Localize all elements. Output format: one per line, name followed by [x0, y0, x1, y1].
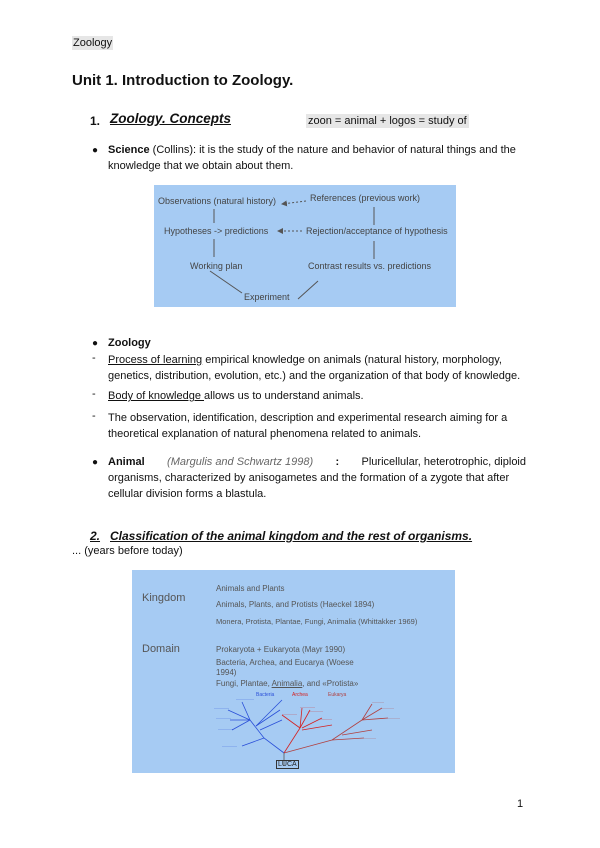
animal-line2: organisms, characterized by anisogametes and the formation of a zygote that after	[108, 472, 510, 484]
luca-label: LUCA	[278, 761, 297, 768]
working-plan-node: Working plan	[190, 261, 243, 271]
dash-marker: -	[92, 410, 96, 422]
science-definition	[108, 142, 526, 174]
zoology-term-text: Zoology	[108, 337, 151, 349]
zoology-item-3	[108, 410, 526, 442]
domain-line-2: Bacteria, Archea, and Eucarya (Woese	[216, 658, 354, 667]
scientific-method-diagram	[154, 185, 456, 307]
archea-leaf: —————	[300, 705, 315, 709]
observations-node: Observations (natural history)	[158, 196, 277, 206]
references-node: References (previous work)	[310, 193, 421, 203]
animal-definition	[108, 454, 526, 502]
eukarya-leaf: ————	[364, 736, 376, 740]
archea-leaf-labels	[282, 705, 332, 721]
rejection-node: Rejection/acceptance of hypothesis	[306, 226, 448, 236]
bacteria-leaf: ——————	[236, 697, 254, 701]
animalia-highlight: Animalia	[271, 679, 303, 688]
zoology-item2-rest: allows us to understand animals.	[204, 390, 364, 402]
animal-line3: cellular division forms a blastula.	[108, 488, 267, 500]
section-1-number: 1.	[90, 114, 101, 128]
bullet-icon: ●	[92, 457, 99, 468]
section-2-subtitle: ... (years before today)	[72, 545, 183, 557]
science-term: Science	[108, 144, 150, 156]
zoology-item-2	[108, 388, 526, 404]
archea-leaf: —————	[282, 712, 297, 716]
domain-line-4: Fungi, Plantae, Animalia, and «Protista»	[216, 679, 359, 688]
zoology-item1-line2: genetics, distribution, evolution, etc.) and the organization of that body of knowledge.	[108, 370, 521, 382]
domain-label: Domain	[142, 643, 180, 655]
dash-marker: -	[92, 352, 96, 364]
archea-leaf: —————	[308, 709, 323, 713]
body-of-knowledge: Body of knowledge	[108, 390, 205, 402]
eukarya-leaf-labels	[364, 700, 400, 740]
zoology-item3-line1: The observation, identification, description and experimental research aiming for a	[108, 412, 508, 424]
science-def-line2: knowledge that we obtain about them.	[108, 160, 294, 172]
zoology-item-1	[108, 352, 526, 384]
section-1-title: Zoology. Concepts	[110, 111, 231, 126]
bacteria-leaf: —————	[216, 716, 231, 720]
zoology-term	[108, 335, 151, 351]
experiment-node: Experiment	[244, 292, 290, 302]
bacteria-leaf-labels	[214, 697, 254, 748]
bacteria-leaf: —————	[218, 727, 233, 731]
process-of-learning: Process of learning	[108, 354, 203, 366]
animal-term: Animal	[108, 456, 145, 468]
eukarya-leaf: ————	[382, 706, 394, 710]
dash-marker: -	[92, 388, 96, 400]
zoology-item3-line2: theoretical explanation of natural phenomena related to animals.	[108, 428, 422, 440]
bacteria-label: Bacteria	[256, 692, 275, 698]
science-def-line1: : it is the study of the nature and behavior of natural things and the	[193, 144, 516, 156]
hypotheses-node: Hypotheses -> predictions	[164, 226, 269, 236]
archea-label: Archea	[292, 692, 308, 698]
page-title: Unit 1. Introduction to Zoology.	[72, 72, 294, 89]
eukarya-leaf: ————	[388, 716, 400, 720]
zoology-item1-line1: empirical knowledge on animals (natural history, morphology,	[202, 354, 502, 366]
kingdom-label: Kingdom	[142, 592, 186, 604]
domain-line-3: 1994)	[216, 668, 237, 677]
animal-line1: Pluricellular, heterotrophic, diploid	[361, 456, 526, 468]
eukarya-label: Eukarya	[328, 692, 347, 698]
domain-line-1: Prokaryota + Eukaryota (Mayr 1990)	[216, 645, 346, 654]
kingdom-line-3: Monera, Protista, Plantae, Fungi, Animalia (Whittakker 1969)	[216, 617, 418, 626]
animal-source: (Margulis and Schwartz 1998)	[167, 456, 314, 468]
contrast-node: Contrast results vs. predictions	[308, 261, 432, 271]
kingdom-line-1: Animals and Plants	[216, 584, 285, 593]
bullet-icon: ●	[92, 338, 99, 349]
kingdom-line-2: Animals, Plants, and Protists (Haeckel 1894)	[216, 600, 375, 609]
archea-leaf: ————	[320, 717, 332, 721]
bacteria-leaf: —————	[222, 744, 237, 748]
bullet-icon: ●	[92, 145, 99, 156]
section-2-number: 2.	[90, 529, 101, 543]
phylogenetic-tree	[132, 570, 455, 773]
science-source: (Collins)	[149, 144, 193, 156]
animal-colon: :	[335, 456, 340, 468]
page-number: 1	[517, 798, 524, 810]
etymology-note: zoon = animal + logos = study of	[308, 115, 467, 127]
section-2-title: Classification of the animal kingdom and the rest of organisms.	[110, 529, 473, 543]
classification-diagram	[132, 570, 455, 773]
document-header-tag: Zoology	[73, 37, 113, 49]
eukarya-leaf: ————	[372, 700, 384, 704]
bacteria-leaf: —————	[214, 706, 229, 710]
